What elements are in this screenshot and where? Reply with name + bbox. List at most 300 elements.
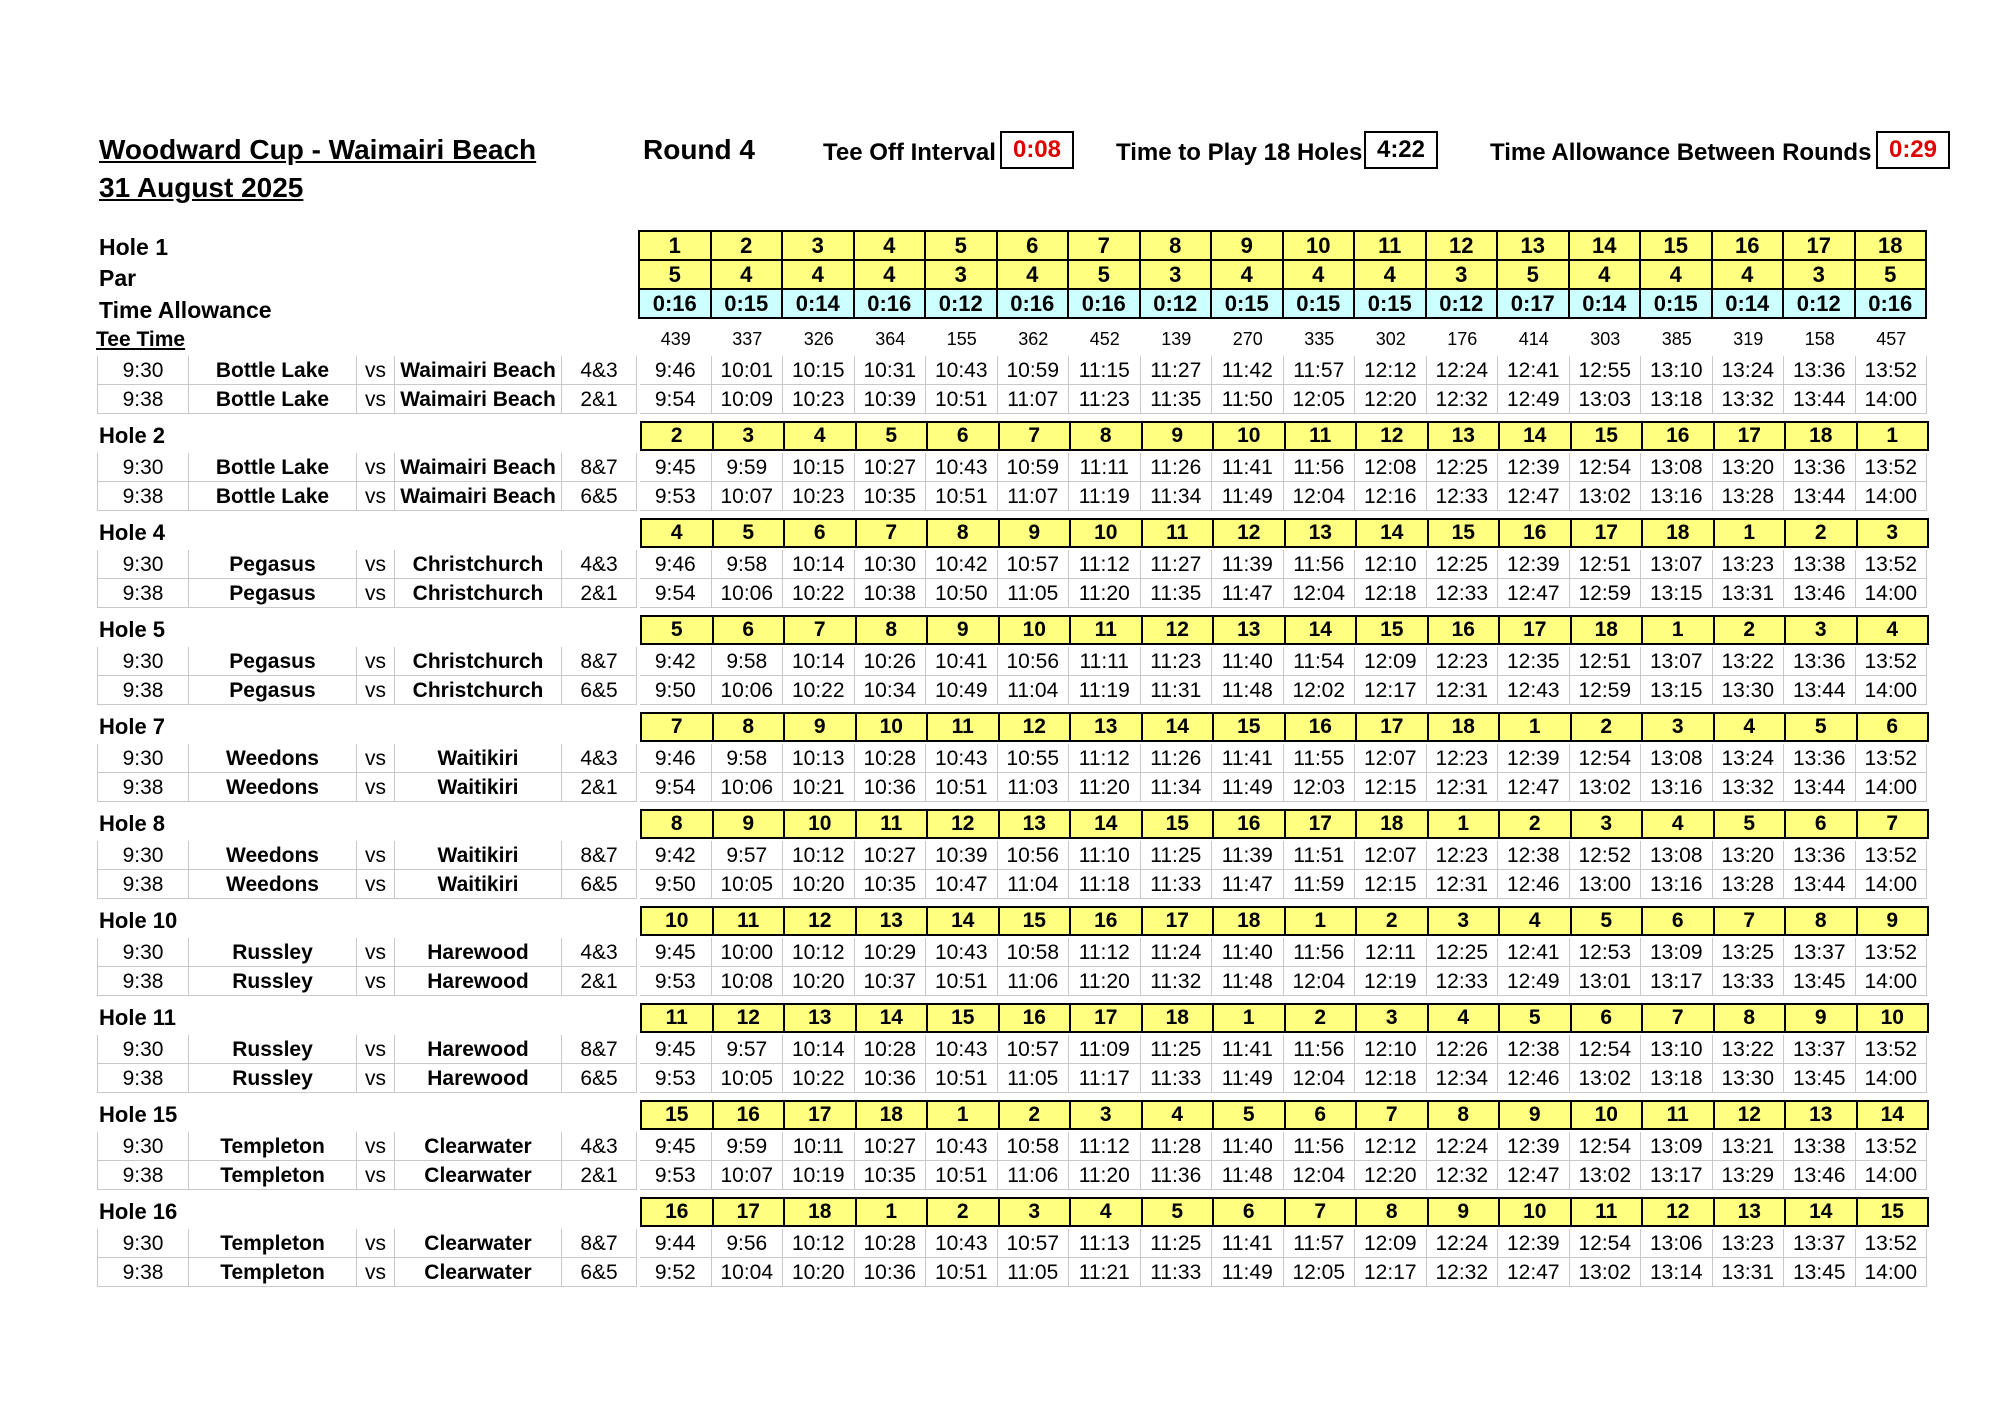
hole-time-cell: 12:39 (1498, 1132, 1570, 1161)
par-cell: 4 (711, 260, 783, 289)
hole-time-cell: 12:47 (1498, 1258, 1570, 1287)
match-home-team: Bottle Lake (189, 453, 357, 482)
hole-time-cell: 9:58 (712, 647, 784, 676)
match-home-team: Pegasus (189, 676, 357, 705)
hole-time-cell: 13:16 (1641, 773, 1713, 802)
match-hole-times (640, 676, 1950, 705)
hole-time-cell: 11:48 (1212, 676, 1284, 705)
time-allowance-cell: 0:16 (854, 289, 926, 318)
par-cell: 4 (1354, 260, 1426, 289)
hole-time-cell: 12:25 (1427, 938, 1499, 967)
match-home-team: Russley (189, 938, 357, 967)
hole-order-cell: 7 (784, 616, 856, 644)
match-tee-time: 9:38 (97, 385, 189, 414)
hole-time-cell: 10:43 (926, 1035, 998, 1064)
hole-order-cell: 7 (1857, 810, 1929, 838)
hole-time-cell: 11:19 (1069, 676, 1141, 705)
hole-order-cell: 9 (1142, 422, 1214, 450)
time-to-play-value: 4:22 (1364, 131, 1438, 169)
page-title: Woodward Cup - Waimairi Beach (99, 134, 537, 165)
hole-time-cell: 12:24 (1427, 356, 1499, 385)
hole-time-cell: 12:46 (1498, 1064, 1570, 1093)
hole-time-cell: 11:33 (1141, 1064, 1213, 1093)
tee-off-interval-label: Tee Off Interval (823, 139, 996, 166)
yardage-cell: 439 (660, 329, 691, 349)
hole-time-cell: 14:00 (1856, 1258, 1928, 1287)
match-vs: vs (357, 1035, 395, 1064)
hole-order-row (640, 518, 1929, 548)
tee-off-interval-value: 0:08 (1000, 131, 1074, 169)
hole-number-cell: 7 (1068, 231, 1140, 260)
hole-time-cell: 11:27 (1141, 356, 1213, 385)
section-heading: Hole 10 (99, 908, 178, 933)
hole-order-cell: 18 (856, 1101, 928, 1129)
hole-order-cell: 15 (1857, 1198, 1929, 1226)
hole-time-cell: 13:44 (1784, 385, 1856, 414)
hole-number-cell: 9 (1211, 231, 1283, 260)
hole-time-cell: 12:19 (1355, 967, 1427, 996)
hole-time-cell: 10:56 (998, 841, 1070, 870)
match-home-team: Pegasus (189, 550, 357, 579)
hole-number-cell: 3 (782, 231, 854, 260)
hole-time-cell: 12:38 (1498, 841, 1570, 870)
section-heading: Hole 5 (99, 617, 166, 642)
hole-time-cell: 13:36 (1784, 744, 1856, 773)
match-away-team: Waimairi Beach (395, 453, 562, 482)
hole-time-cell: 11:20 (1069, 967, 1141, 996)
hole-order-cell: 12 (1714, 1101, 1786, 1129)
hole-order-cell: 16 (713, 1101, 785, 1129)
hole-order-row (640, 712, 1929, 742)
match-vs: vs (357, 744, 395, 773)
match-home-team: Templeton (189, 1132, 357, 1161)
hole-time-cell: 10:58 (998, 1132, 1070, 1161)
hole-time-cell: 10:51 (926, 1161, 998, 1190)
hole-time-cell: 13:32 (1713, 773, 1785, 802)
hole-time-cell: 12:07 (1355, 744, 1427, 773)
hole-time-cell: 10:20 (783, 1258, 855, 1287)
hole-time-cell: 10:06 (712, 773, 784, 802)
hole-order-cell: 4 (1142, 1101, 1214, 1129)
hole-time-cell: 10:22 (783, 579, 855, 608)
par-cell: 5 (1855, 260, 1927, 289)
hole-time-cell: 13:21 (1713, 1132, 1785, 1161)
hole-time-cell: 9:46 (640, 744, 712, 773)
hole-time-cell: 10:14 (783, 1035, 855, 1064)
yardage-cell: 326 (803, 329, 834, 349)
match-away-team: Clearwater (395, 1229, 562, 1258)
hole-order-cell: 10 (1213, 422, 1285, 450)
hole-number-cell: 13 (1497, 231, 1569, 260)
hole-number-cell: 16 (1712, 231, 1784, 260)
hole-time-cell: 10:28 (855, 744, 927, 773)
hole-time-cell: 10:28 (855, 1035, 927, 1064)
hole-time-cell: 12:07 (1355, 841, 1427, 870)
hole-order-cell: 15 (1213, 713, 1285, 741)
hole-time-cell: 13:06 (1641, 1229, 1713, 1258)
match-result: 8&7 (562, 453, 637, 482)
hole-time-cell: 10:23 (783, 385, 855, 414)
hole-order-cell: 15 (1428, 519, 1500, 547)
hole-time-cell: 11:12 (1069, 938, 1141, 967)
hole-time-cell: 11:31 (1141, 676, 1213, 705)
hole-time-cell: 12:32 (1427, 1161, 1499, 1190)
match-hole-times (640, 579, 1950, 608)
match-hole-times (640, 967, 1950, 996)
hole-order-cell: 7 (1642, 1004, 1714, 1032)
hole-time-cell: 13:16 (1641, 482, 1713, 511)
time-allowance-cell: 0:15 (1354, 289, 1426, 318)
hole-time-cell: 12:34 (1427, 1064, 1499, 1093)
hole-order-cell: 16 (999, 1004, 1071, 1032)
match-away-team: Clearwater (395, 1161, 562, 1190)
hole-time-cell: 12:18 (1355, 1064, 1427, 1093)
match-row (97, 870, 1950, 899)
match-hole-times (640, 1035, 1950, 1064)
hole-order-cell: 13 (1213, 616, 1285, 644)
match-result: 2&1 (562, 1161, 637, 1190)
hole-time-cell: 13:15 (1641, 579, 1713, 608)
hole-time-cell: 12:11 (1355, 938, 1427, 967)
match-vs: vs (357, 647, 395, 676)
hole-time-cell: 13:45 (1784, 967, 1856, 996)
match-hole-times (640, 647, 1950, 676)
hole-time-cell: 10:28 (855, 1229, 927, 1258)
hole-order-cell: 12 (927, 810, 999, 838)
hole-time-cell: 13:10 (1641, 356, 1713, 385)
hole-order-cell: 17 (1285, 810, 1357, 838)
hole-time-cell: 12:39 (1498, 1229, 1570, 1258)
hole-order-cell: 1 (856, 1198, 928, 1226)
hole-time-cell: 11:48 (1212, 967, 1284, 996)
match-row (97, 550, 1950, 579)
hole-order-cell: 10 (641, 907, 713, 935)
hole-time-cell: 12:24 (1427, 1132, 1499, 1161)
match-hole-times (640, 1132, 1950, 1161)
hole-order-cell: 18 (1642, 519, 1714, 547)
hole-time-cell: 10:51 (926, 967, 998, 996)
hole-time-cell: 11:32 (1141, 967, 1213, 996)
match-result: 8&7 (562, 841, 637, 870)
hole-order-cell: 4 (1499, 907, 1571, 935)
match-tee-time: 9:38 (97, 773, 189, 802)
match-vs: vs (357, 1258, 395, 1287)
hole-time-cell: 9:50 (640, 676, 712, 705)
yardage-cell: 303 (1590, 329, 1621, 349)
hole-order-cell: 12 (1356, 422, 1428, 450)
hole-time-cell: 10:51 (926, 385, 998, 414)
hole-time-cell: 11:05 (998, 1258, 1070, 1287)
hole-order-cell: 14 (1356, 519, 1428, 547)
match-away-team: Waitikiri (395, 841, 562, 870)
hole-time-cell: 10:59 (998, 453, 1070, 482)
hole-order-cell: 7 (641, 713, 713, 741)
hole-order-cell: 8 (856, 616, 928, 644)
match-result: 4&3 (562, 550, 637, 579)
hole-order-cell: 5 (1571, 907, 1643, 935)
hole-time-cell: 12:33 (1427, 967, 1499, 996)
hole-order-cell: 16 (641, 1198, 713, 1226)
hole-time-cell: 13:28 (1713, 870, 1785, 899)
match-result: 6&5 (562, 870, 637, 899)
hole-order-cell: 16 (1428, 616, 1500, 644)
match-tee-time: 9:38 (97, 1258, 189, 1287)
hole-time-cell: 13:36 (1784, 647, 1856, 676)
match-hole-times (640, 938, 1950, 967)
hole-order-cell: 4 (1714, 713, 1786, 741)
hole-order-cell: 10 (1499, 1198, 1571, 1226)
hole-time-cell: 11:39 (1212, 550, 1284, 579)
hole-time-cell: 13:29 (1713, 1161, 1785, 1190)
hole-time-cell: 11:49 (1212, 1258, 1284, 1287)
match-row (97, 744, 1950, 773)
match-tee-time: 9:30 (97, 647, 189, 676)
match-vs: vs (357, 482, 395, 511)
hole-order-row (640, 1197, 1929, 1227)
match-row (97, 676, 1950, 705)
hole-time-cell: 10:13 (783, 744, 855, 773)
hole-time-cell: 11:26 (1141, 744, 1213, 773)
match-row (97, 1258, 1950, 1287)
hole-time-cell: 13:23 (1713, 1229, 1785, 1258)
hole-order-cell: 7 (999, 422, 1071, 450)
hole-order-cell: 16 (1213, 810, 1285, 838)
match-hole-times (640, 385, 1950, 414)
hole-time-cell: 12:54 (1570, 453, 1642, 482)
hole-time-cell: 11:56 (1284, 453, 1356, 482)
hole-order-cell: 3 (1857, 519, 1929, 547)
time-allowance-cell: 0:16 (1068, 289, 1140, 318)
hole-time-cell: 10:55 (998, 744, 1070, 773)
hole-time-cell: 12:17 (1355, 676, 1427, 705)
hole-time-cell: 13:32 (1713, 385, 1785, 414)
hole-number-cell: 4 (854, 231, 926, 260)
hole-time-cell: 10:14 (783, 550, 855, 579)
hole-order-cell: 5 (1499, 1004, 1571, 1032)
hole-time-cell: 10:12 (783, 938, 855, 967)
hole-order-cell: 15 (1571, 422, 1643, 450)
hole-time-cell: 12:25 (1427, 453, 1499, 482)
hole-time-cell: 11:11 (1069, 647, 1141, 676)
hole-time-cell: 11:42 (1212, 356, 1284, 385)
time-allowance-cell: 0:12 (1140, 289, 1212, 318)
hole-time-cell: 12:23 (1427, 744, 1499, 773)
match-result: 6&5 (562, 482, 637, 511)
hole-order-row (640, 1003, 1929, 1033)
yardage-row (640, 329, 1927, 350)
match-vs: vs (357, 356, 395, 385)
hole-order-cell: 2 (1714, 616, 1786, 644)
hole-order-cell: 17 (1356, 713, 1428, 741)
hole-time-cell: 10:22 (783, 1064, 855, 1093)
time-to-play-label: Time to Play 18 Holes (1116, 139, 1363, 166)
match-row (97, 647, 1950, 676)
hole-order-cell: 13 (856, 907, 928, 935)
hole-time-cell: 10:06 (712, 676, 784, 705)
time-allowance-between-label: Time Allowance Between Rounds (1490, 139, 1872, 166)
match-row (97, 453, 1950, 482)
hole-order-cell: 17 (1571, 519, 1643, 547)
match-result: 8&7 (562, 1035, 637, 1064)
hole-order-cell: 9 (1857, 907, 1929, 935)
hole-order-row (640, 1100, 1929, 1130)
match-row (97, 1064, 1950, 1093)
hole-time-cell: 11:06 (998, 967, 1070, 996)
hole-time-cell: 10:51 (926, 1064, 998, 1093)
hole-time-cell: 9:53 (640, 967, 712, 996)
par-cell: 3 (1426, 260, 1498, 289)
match-away-team: Christchurch (395, 579, 562, 608)
hole-time-cell: 12:47 (1498, 482, 1570, 511)
match-vs: vs (357, 870, 395, 899)
hole-time-cell: 13:08 (1641, 744, 1713, 773)
hole-number-cell: 18 (1855, 231, 1927, 260)
hole-order-cell: 13 (999, 810, 1071, 838)
hole-time-cell: 13:52 (1856, 550, 1928, 579)
hole-time-cell: 11:34 (1141, 482, 1213, 511)
hole-time-cell: 11:15 (1069, 356, 1141, 385)
hole-order-cell: 16 (1642, 422, 1714, 450)
hole-time-cell: 12:31 (1427, 870, 1499, 899)
hole-order-cell: 11 (1285, 422, 1357, 450)
hole-time-cell: 13:14 (1641, 1258, 1713, 1287)
hole-time-cell: 11:05 (998, 579, 1070, 608)
hole-time-cell: 10:23 (783, 482, 855, 511)
hole-time-cell: 12:33 (1427, 579, 1499, 608)
hole-time-cell: 13:02 (1570, 1161, 1642, 1190)
hole-time-cell: 12:32 (1427, 1258, 1499, 1287)
match-home-team: Weedons (189, 744, 357, 773)
hole-order-cell: 16 (1499, 519, 1571, 547)
hole-number-cell: 12 (1426, 231, 1498, 260)
match-tee-time: 9:30 (97, 356, 189, 385)
match-away-team: Waimairi Beach (395, 385, 562, 414)
match-tee-time: 9:30 (97, 453, 189, 482)
hole-time-cell: 10:51 (926, 482, 998, 511)
hole-time-cell: 11:24 (1141, 938, 1213, 967)
hole-time-cell: 10:15 (783, 453, 855, 482)
hole-time-cell: 13:52 (1856, 744, 1928, 773)
hole-time-cell: 12:31 (1427, 676, 1499, 705)
hole-time-cell: 10:04 (712, 1258, 784, 1287)
hole-time-cell: 13:52 (1856, 1229, 1928, 1258)
hole-time-cell: 13:38 (1784, 1132, 1856, 1161)
hole-order-cell: 9 (1499, 1101, 1571, 1129)
hole-order-cell: 8 (1070, 422, 1142, 450)
hole-time-cell: 9:45 (640, 1035, 712, 1064)
hole-time-cell: 11:27 (1141, 550, 1213, 579)
hole-order-cell: 3 (999, 1198, 1071, 1226)
yardage-cell: 337 (732, 329, 763, 349)
section-heading: Hole 2 (99, 423, 166, 448)
hole-order-cell: 15 (1356, 616, 1428, 644)
hole-time-cell: 12:39 (1498, 744, 1570, 773)
hole-time-cell: 10:39 (926, 841, 998, 870)
hole-time-cell: 11:40 (1212, 938, 1284, 967)
match-row (97, 967, 1950, 996)
hole-time-cell: 13:36 (1784, 841, 1856, 870)
hole-order-cell: 13 (1285, 519, 1357, 547)
hole-time-cell: 11:34 (1141, 773, 1213, 802)
hole-time-cell: 11:33 (1141, 870, 1213, 899)
hole-time-cell: 13:09 (1641, 1132, 1713, 1161)
hole-number-cell: 17 (1783, 231, 1855, 260)
hole-time-cell: 10:30 (855, 550, 927, 579)
section-heading: Hole 15 (99, 1102, 178, 1127)
hole-order-cell: 1 (927, 1101, 999, 1129)
hole-order-cell: 9 (1785, 1004, 1857, 1032)
hole-order-cell: 16 (1070, 907, 1142, 935)
hole-time-cell: 12:10 (1355, 1035, 1427, 1064)
hole-order-cell: 6 (1642, 907, 1714, 935)
hole-time-cell: 12:59 (1570, 579, 1642, 608)
match-row (97, 385, 1950, 414)
hole-number-cell: 8 (1140, 231, 1212, 260)
match-vs: vs (357, 1064, 395, 1093)
hole-time-cell: 12:31 (1427, 773, 1499, 802)
hole-time-cell: 10:22 (783, 676, 855, 705)
hole-order-cell: 4 (1070, 1198, 1142, 1226)
match-vs: vs (357, 1229, 395, 1258)
par-cell: 4 (1569, 260, 1641, 289)
match-result: 8&7 (562, 1229, 637, 1258)
hole-time-cell: 12:03 (1284, 773, 1356, 802)
yardage-cell: 155 (946, 329, 977, 349)
hole-time-cell: 12:47 (1498, 579, 1570, 608)
hole-time-cell: 9:59 (712, 1132, 784, 1161)
hole-time-cell: 11:41 (1212, 1035, 1284, 1064)
hole-time-cell: 10:43 (926, 356, 998, 385)
hole-time-cell: 13:01 (1570, 967, 1642, 996)
hole-order-cell: 3 (1356, 1004, 1428, 1032)
hole-order-cell: 11 (927, 713, 999, 741)
hole-time-cell: 10:34 (855, 676, 927, 705)
match-row (97, 841, 1950, 870)
hole-time-cell: 11:47 (1212, 870, 1284, 899)
hole-order-cell: 5 (641, 616, 713, 644)
hole-time-cell: 13:20 (1713, 453, 1785, 482)
hole-time-cell: 13:02 (1570, 1064, 1642, 1093)
hole-time-cell: 10:57 (998, 550, 1070, 579)
hole-order-cell: 12 (999, 713, 1071, 741)
hole-time-cell: 11:19 (1069, 482, 1141, 511)
match-home-team: Templeton (189, 1161, 357, 1190)
hole-time-cell: 12:16 (1355, 482, 1427, 511)
hole-order-cell: 7 (1285, 1198, 1357, 1226)
hole-time-cell: 11:06 (998, 1161, 1070, 1190)
hole-time-cell: 10:35 (855, 482, 927, 511)
hole-time-cell: 13:52 (1856, 938, 1928, 967)
par-cell: 4 (1211, 260, 1283, 289)
match-away-team: Clearwater (395, 1258, 562, 1287)
hole-time-cell: 13:44 (1784, 482, 1856, 511)
hole-time-cell: 12:39 (1498, 453, 1570, 482)
match-hole-times (640, 870, 1950, 899)
hole-time-cell: 12:04 (1284, 1064, 1356, 1093)
hole-time-cell: 13:02 (1570, 482, 1642, 511)
match-hole-times (640, 550, 1950, 579)
match-away-team: Christchurch (395, 550, 562, 579)
hole-order-cell: 2 (1499, 810, 1571, 838)
hole-order-row (640, 615, 1929, 645)
yardage-cell: 335 (1304, 329, 1335, 349)
hole-time-cell: 11:11 (1069, 453, 1141, 482)
hole-time-cell: 14:00 (1856, 773, 1928, 802)
hole-order-cell: 14 (927, 907, 999, 935)
hole-order-cell: 9 (999, 519, 1071, 547)
match-tee-time: 9:38 (97, 579, 189, 608)
match-tee-time: 9:30 (97, 938, 189, 967)
